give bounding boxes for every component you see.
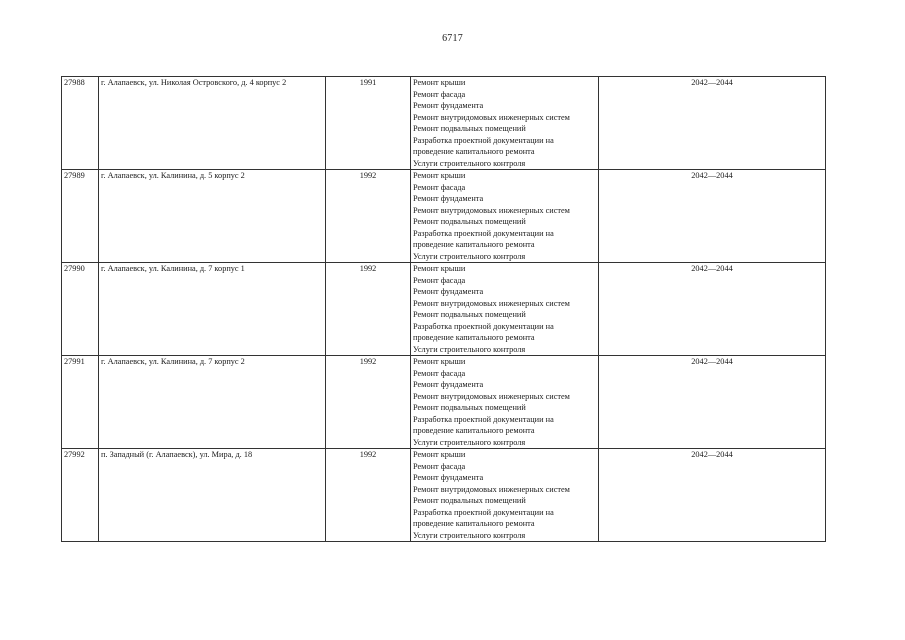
year-cell: 1992 xyxy=(326,170,411,263)
work-item: Ремонт фундамента xyxy=(413,473,484,482)
address-cell: г. Алапаевск, ул. Николая Островского, д. 4 корпус 2 xyxy=(99,77,326,170)
work-item: Ремонт внутридомовых инженерных систем xyxy=(413,205,570,215)
work-item: Ремонт внутридомовых инженерных систем xyxy=(413,484,570,494)
work-item: Ремонт крыши xyxy=(413,357,466,366)
work-item: проведение капитального ремонта xyxy=(413,147,535,156)
table-row xyxy=(62,356,826,449)
work-item: Разработка проектной документации на xyxy=(413,228,554,238)
works-cell xyxy=(411,77,599,170)
work-item: Ремонт подвальных помещений xyxy=(413,496,526,505)
work-item: Ремонт фундамента xyxy=(413,380,484,389)
work-item: Ремонт фундамента xyxy=(413,101,484,110)
works-cell xyxy=(411,449,599,542)
address-cell: г. Алапаевск, ул. Калинина, д. 7 корпус 2 xyxy=(99,356,326,449)
work-item: Услуги строительного контроля xyxy=(413,530,526,540)
work-item: Ремонт крыши xyxy=(413,264,466,273)
address-cell: г. Алапаевск, ул. Калинина, д. 5 корпус 2 xyxy=(99,170,326,263)
period-cell: 2042—2044 xyxy=(599,263,826,356)
year-cell: 1991 xyxy=(326,77,411,170)
work-item: Ремонт внутридомовых инженерных систем xyxy=(413,112,570,122)
work-item: Разработка проектной документации на xyxy=(413,414,554,424)
object-id-cell: 27991 xyxy=(62,356,99,449)
work-item: Ремонт подвальных помещений xyxy=(413,217,526,226)
works-cell xyxy=(411,263,599,356)
work-item: Услуги строительного контроля xyxy=(413,251,526,261)
work-item: Ремонт крыши xyxy=(413,171,466,180)
work-item: проведение капитального ремонта xyxy=(413,519,535,528)
work-item: Услуги строительного контроля xyxy=(413,158,526,168)
object-id-cell: 27990 xyxy=(62,263,99,356)
work-item: Ремонт фасада xyxy=(413,182,466,192)
table-row xyxy=(62,77,826,170)
object-id-cell: 27989 xyxy=(62,170,99,263)
period-cell: 2042—2044 xyxy=(599,170,826,263)
work-item: Ремонт фасада xyxy=(413,461,466,471)
address-cell: п. Западный (г. Алапаевск), ул. Мира, д. 18 xyxy=(99,449,326,542)
object-id-cell: 27992 xyxy=(62,449,99,542)
work-item: Разработка проектной документации на xyxy=(413,507,554,517)
year-cell: 1992 xyxy=(326,263,411,356)
year-cell: 1992 xyxy=(326,356,411,449)
table-row xyxy=(62,263,826,356)
work-item: Ремонт подвальных помещений xyxy=(413,310,526,319)
year-cell: 1992 xyxy=(326,449,411,542)
work-item: Ремонт подвальных помещений xyxy=(413,403,526,412)
work-item: Разработка проектной документации на xyxy=(413,135,554,145)
capital-repair-table xyxy=(61,76,826,542)
object-id-cell: 27988 xyxy=(62,77,99,170)
work-item: Ремонт фасада xyxy=(413,275,466,285)
works-cell xyxy=(411,170,599,263)
work-item: Услуги строительного контроля xyxy=(413,437,526,447)
work-item: Ремонт фундамента xyxy=(413,287,484,296)
work-item: Разработка проектной документации на xyxy=(413,321,554,331)
work-item: проведение капитального ремонта xyxy=(413,240,535,249)
period-cell: 2042—2044 xyxy=(599,356,826,449)
period-cell: 2042—2044 xyxy=(599,77,826,170)
work-item: Ремонт крыши xyxy=(413,450,466,459)
period-cell: 2042—2044 xyxy=(599,449,826,542)
work-item: Ремонт крыши xyxy=(413,78,466,87)
work-item: Ремонт внутридомовых инженерных систем xyxy=(413,391,570,401)
work-item: Ремонт внутридомовых инженерных систем xyxy=(413,298,570,308)
table-row xyxy=(62,449,826,542)
work-item: Ремонт фасада xyxy=(413,368,466,378)
work-item: проведение капитального ремонта xyxy=(413,333,535,342)
page-number: 6717 xyxy=(442,33,463,44)
work-item: Услуги строительного контроля xyxy=(413,344,526,354)
table-row xyxy=(62,170,826,263)
work-item: Ремонт подвальных помещений xyxy=(413,124,526,133)
work-item: проведение капитального ремонта xyxy=(413,426,535,435)
work-item: Ремонт фундамента xyxy=(413,194,484,203)
works-cell xyxy=(411,356,599,449)
address-cell: г. Алапаевск, ул. Калинина, д. 7 корпус 1 xyxy=(99,263,326,356)
work-item: Ремонт фасада xyxy=(413,89,466,99)
